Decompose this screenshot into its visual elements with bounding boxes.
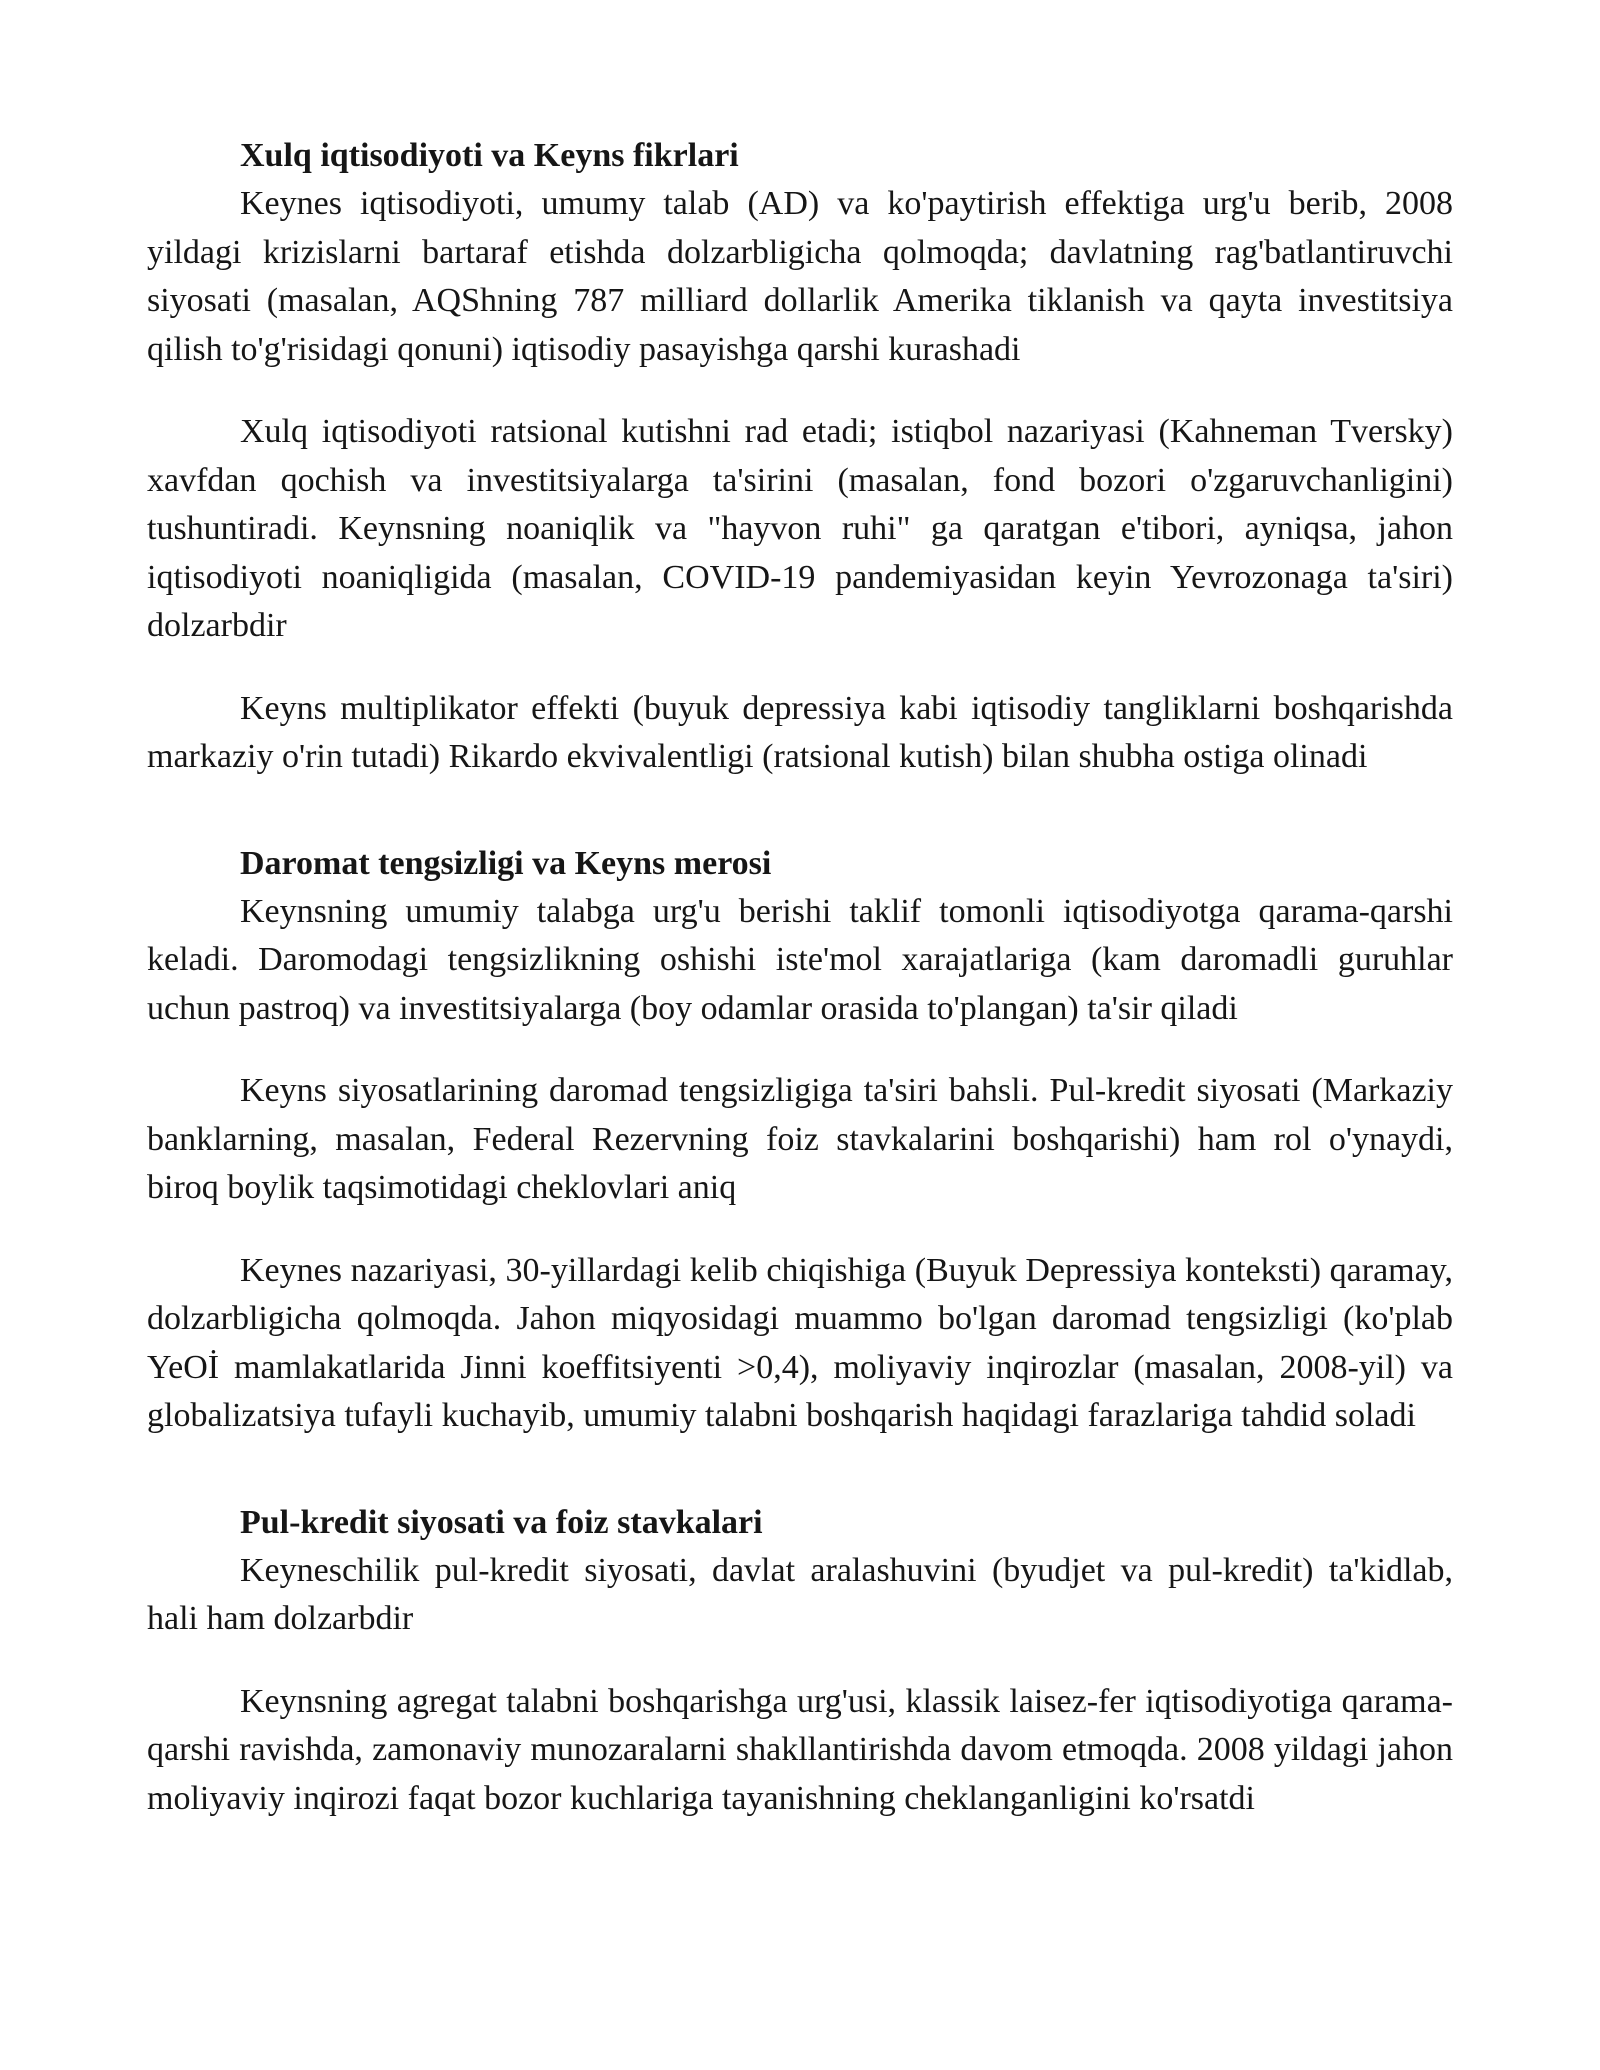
paragraph: Keyneschilik pul-kredit siyosati, davlat aralashuvini (byudjet va pul-kredit) ta'kidlab, hali ham dolzarbdir xyxy=(147,1551,1453,1637)
paragraph: Keynes iqtisodiyoti, umumy talab (AD) va ko'paytirish effektiga urg'u berib, 2008 yildagi krizislarni bartaraf etishda dolzarbligicha qolmoqda; davlatning rag'batlantiruvchi siyosati (masalan, AQShning 787 milliard dollarlik Amerika tiklanish va qayta investitsiya qilish to'g'risidagi qonuni) iqtisodiy pasayishga qarshi kurashadi xyxy=(147,185,1453,368)
paragraph: Keyns siyosatlarining daromad tengsizligiga ta'siri bahsli. Pul-kredit siyosati (Markaziy banklarning, masalan, Federal Rezervning foiz stavkalarini boshqarishi) ham rol o'ynaydi, biroq boylik taqsimotidagi cheklovlari aniq xyxy=(147,1072,1453,1206)
paragraph: Keyns multiplikator effekti (buyuk depressiya kabi iqtisodiy tangliklarni boshqarishda markaziy o'rin tutadi) Rikardo ekvivalentligi (ratsional kutish) bilan shubha ostiga olinadi xyxy=(147,689,1453,775)
document-page xyxy=(147,132,1453,1823)
paragraph: Xulq iqtisodiyoti ratsional kutishni rad etadi; istiqbol nazariyasi (Kahneman Tversky) xavfdan qochish va investitsiyalarga ta'sirini (masalan, fond bozori o'zgaruvchanligini) tushuntiradi. Keynsning noaniqlik va "hayvon ruhi" ga qaratgan e'tibori, ayniqsa, jahon iqtisodiyoti noaniqligida (masalan, COVID-19 pandemiyasidan keyin Yevrozonaga ta'siri) dolzarbdir xyxy=(147,413,1453,644)
section-behavioral-economics xyxy=(147,132,1453,782)
section-title: Xulq iqtisodiyoti va Keyns fikrlari xyxy=(240,137,739,174)
paragraph: Keynsning umumiy talabga urg'u berishi taklif tomonli iqtisodiyotga qarama-qarshi keladi. Daromodagi tengsizlikning oshishi iste'mol xarajatlariga (kam daromadli guruhlar uchun pastroq) va investitsiyalarga (boy odamlar orasida to'plangan) ta'sir qiladi xyxy=(147,892,1453,1027)
paragraph: Keynes nazariyasi, 30-yillardagi kelib chiqishiga (Buyuk Depressiya konteksti) qaramay, dolzarbligicha qolmoqda. Jahon miqyosidagi muammo bo'lgan daromad tengsizligi (ko'plab YeOİ mamlakatlarida Jinni koeffitsiyenti >0,4), moliyaviy inqirozlar (masalan, 2008-yil) va globalizatsiya tufayli kuchayib, umumiy talabni boshqarish haqidagi farazlariga tahdid soladi xyxy=(147,1251,1453,1434)
section-title: Pul-kredit siyosati va foiz stavkalari xyxy=(240,1503,763,1541)
section-monetary-policy xyxy=(147,1499,1453,1824)
section-title: Daromat tengsizligi va Keyns merosi xyxy=(240,844,772,882)
paragraph: Keynsning agregat talabni boshqarishga urg'usi, klassik laisez-fer iqtisodiyotiga qarama-qarshi ravishda, zamonaviy munozaralarni shakllantirishda davom etmoqda. 2008 yildagi jahon moliyaviy inqirozi faqat bozor kuchlariga tayanishning cheklanganligini ko'rsatdi xyxy=(147,1682,1453,1817)
section-income-inequality xyxy=(147,840,1453,1441)
